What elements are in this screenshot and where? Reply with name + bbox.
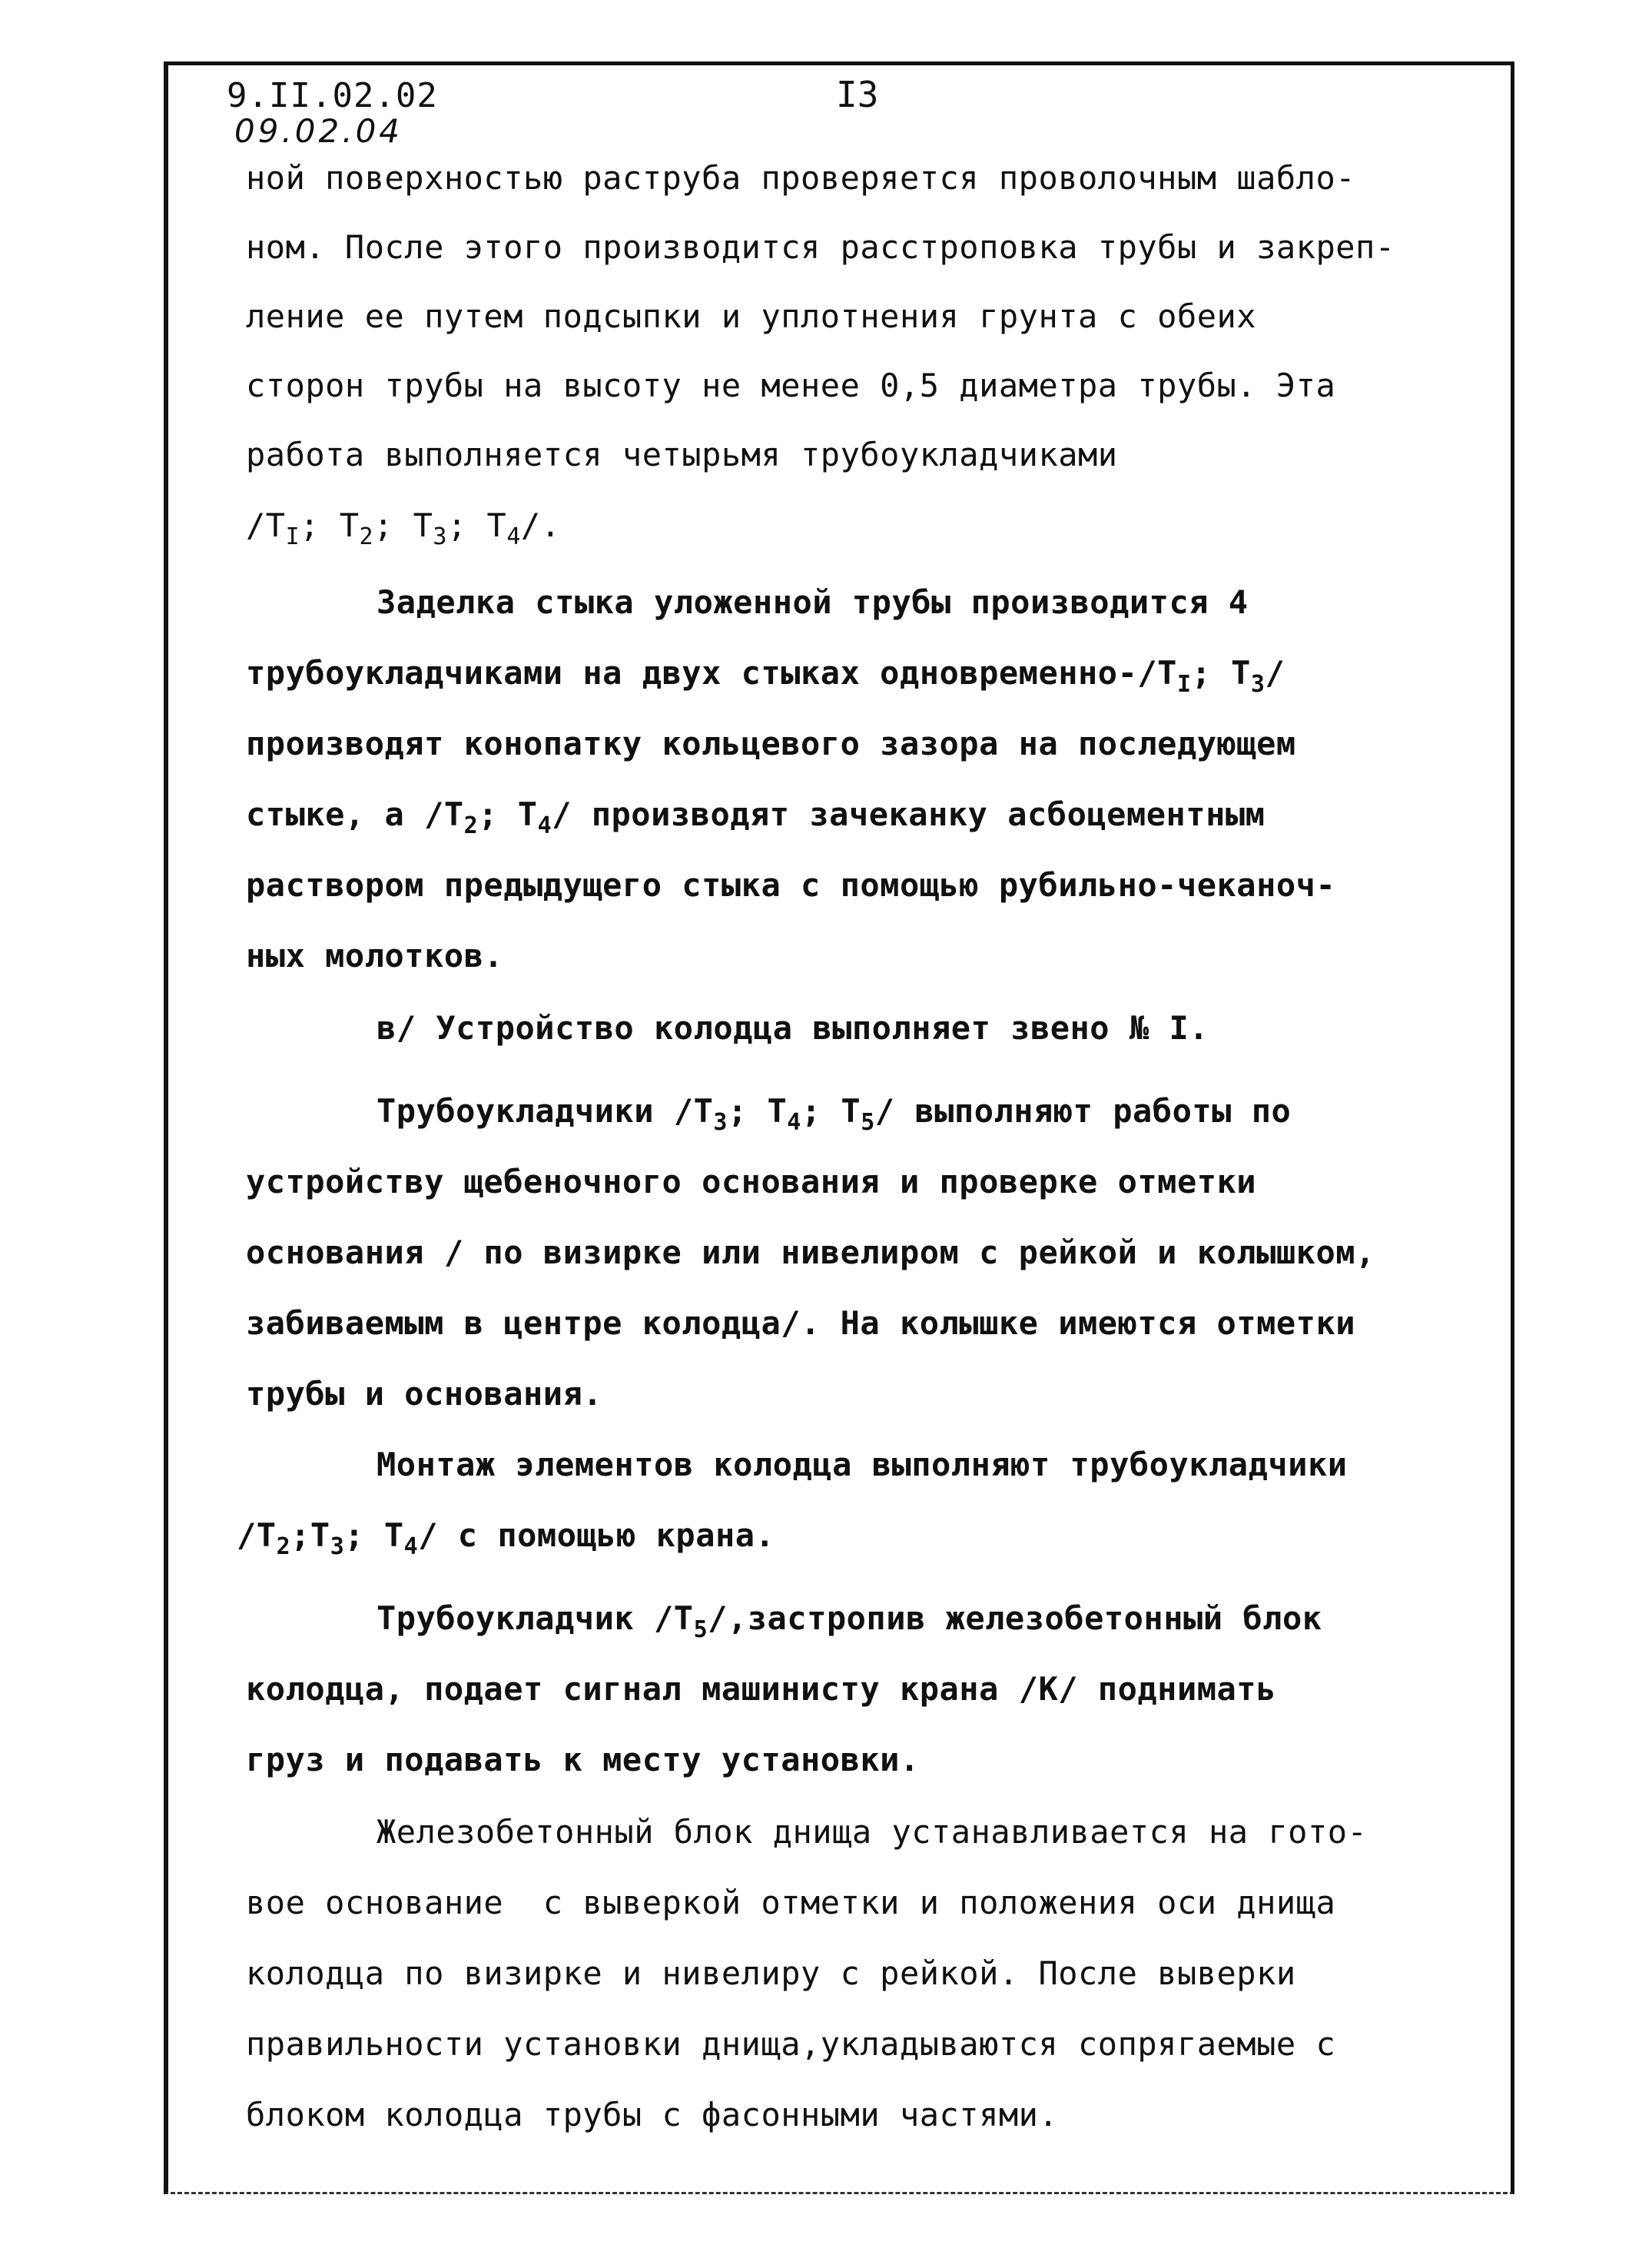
text-line: колодца по визирке и нивелиру с рейкой. После выверки bbox=[246, 1954, 1296, 1992]
text-line: Заделка стыка уложенной трубы производится 4 bbox=[377, 583, 1249, 621]
text-line: Трубоукладчик $/Т_5/,застропив$ железобетонный блок bbox=[377, 1599, 1322, 1643]
text-line: $/Т_2;Т_3$; $Т_4/$ с помощью крана. bbox=[237, 1516, 775, 1560]
page-number: I3 bbox=[836, 74, 879, 115]
text-line: производят конопатку кольцевого зазора на последующем bbox=[246, 725, 1296, 762]
text-line: груз и подавать к месту установки. bbox=[246, 1741, 920, 1778]
text-line: вое основание с выверкой отметки и положения оси днища bbox=[246, 1884, 1336, 1921]
text-line: основания / по визирке или нивелиром с рейкой и колышком, bbox=[246, 1234, 1375, 1271]
text-line: сторон трубы на высоту не менее 0,5 диаметра трубы. Эта bbox=[246, 367, 1336, 404]
text-line: работа выполняется четырьмя трубоукладчиками bbox=[246, 436, 1118, 473]
text-line: стыке, а $/Т_2$; $Т_4/$ производят зачеканку асбоцементным bbox=[246, 795, 1266, 839]
text-line: блоком колодца трубы с фасонными частями. bbox=[246, 2096, 1059, 2133]
text-line: Железобетонный блок днища устанавливается на гото- bbox=[377, 1813, 1368, 1851]
text-line: устройству щебеночного основания и проверке отметки bbox=[246, 1163, 1257, 1200]
document-code: 9.II.02.02 bbox=[227, 76, 438, 115]
pipelayer-list: $/Т_I$; $Т_2$; $Т_3$; $Т_4/$. bbox=[246, 506, 561, 550]
text-line: Трубоукладчики $/Т_3$; $Т_4$; $Т_5/$ выполняют работы по bbox=[377, 1092, 1292, 1136]
text-line: трубы и основания. bbox=[246, 1375, 603, 1413]
text-line: трубоукладчиками на двух стыках одновременно-$/Т_I$; $Т_3/$ bbox=[246, 654, 1285, 698]
text-line: ном. После этого производится расстроповка трубы и закреп- bbox=[246, 228, 1395, 266]
text-line: ной поверхностью раструба проверяется проволочным шабло- bbox=[246, 159, 1356, 197]
text-line: ление ее путем подсыпки и уплотнения грунта с обеих bbox=[246, 297, 1257, 335]
text-line: забиваемым в центре колодца/. На колышке имеются отметки bbox=[246, 1304, 1356, 1342]
text-line: правильности установки днища,укладываются сопрягаемые с bbox=[246, 2025, 1336, 2063]
text-line: колодца, подает сигнал машинисту крана /К/ поднимать bbox=[246, 1670, 1276, 1708]
handwritten-date: 09.02.04 bbox=[234, 112, 403, 150]
text-line: Монтаж элементов колодца выполняют трубоукладчики bbox=[377, 1446, 1348, 1483]
text-line: раствором предыдущего стыка с помощью рубильно-чеканоч- bbox=[246, 866, 1336, 904]
section-heading: в/ Устройство колодца выполняет звено № I. bbox=[377, 1009, 1209, 1047]
text-line: ных молотков. bbox=[246, 937, 504, 975]
